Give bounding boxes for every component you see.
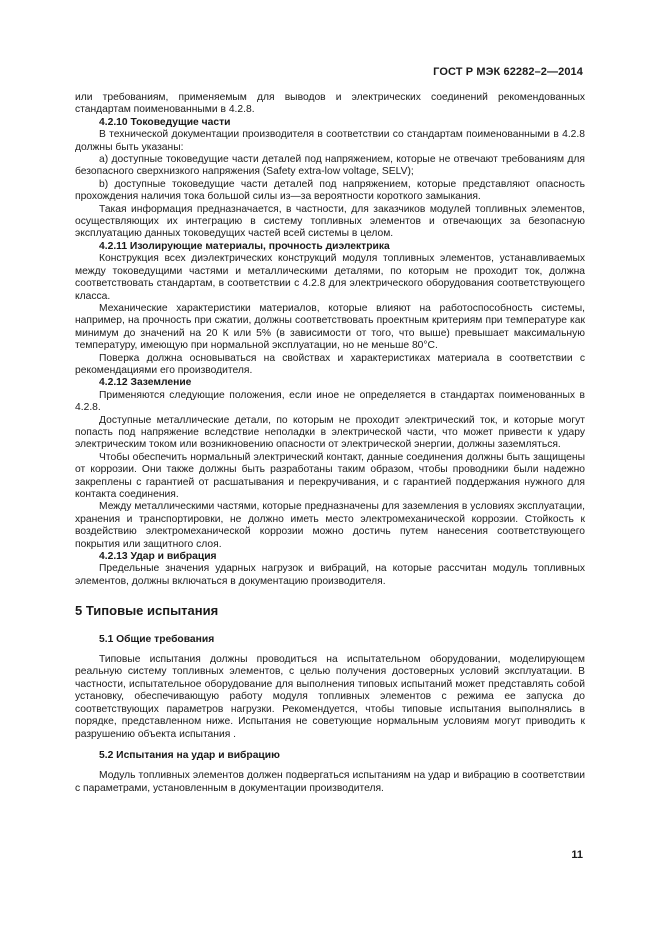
paragraph: а) доступные токоведущие части деталей под напряжением, которые не отвечают требованиям для безопасного сверхнизкого напряжения (Safety extra-low voltage, SELV);: [75, 154, 585, 178]
paragraph: Доступные металлические детали, по которым не проходит электрический ток, и которые могут попасть под напряжение вследствие неполадки в электрической части, что может привести к удару электрическим током или возникновению опасности от электрической энергии, должны заземляться.: [75, 414, 585, 451]
paragraph: Типовые испытания должны проводиться на испытательном оборудовании, моделирующем реальную систему топливных элементов, с целью получения достоверных условий эксплуатации. В частности, испытательное оборудование для выполнения типовых испытаний может представлять собой установку, обеспечивающую работу модуля топливных элементов с режима ее запуска до соответствующих параметров нагрузки. Рекомендуется, чтобы типовые испытания выполнялись в порядке, представленном ниже. Испытания не советующие нормальным условиям могут приводить к разрушению объекта испытания .: [75, 654, 585, 740]
paragraph: b) доступные токоведущие части деталей под напряжением, которые представляют опасность прохождения наличия тока большой силы из—за вероятности короткого замыкания.: [75, 178, 585, 203]
paragraph: Конструкция всех диэлектрических конструкций модуля топливных элементов, устанавливаемых между токоведущими частями и металлическими деталями, по которым не проходит ток, должна соответствовать стандартам, в соответствии с 4.2.8 для электрического оборудования соответствующего класса.: [75, 253, 585, 302]
subsection-heading: 5.1 Общие требования: [99, 633, 215, 645]
page-number: 11: [571, 849, 583, 861]
paragraph: Такая информация предназначается, в частности, для заказчиков модулей топливных элементов, осуществляющих их интеграцию в систему топливных элементов и отвечающих за безопасную эксплуатацию данных токоведущих частей всей системы в целом.: [75, 203, 585, 240]
paragraph: Механические характеристики материалов, которые влияют на работоспособность системы, например, на прочность при сжатии, должны соответствовать проектным критериям при температуре как минимум до значений на 20 К или 5% (в зависимости от того, что выше) превышает максимальную температуру, имеющую при нормальной эксплуатации, но не меньше 80°С.: [75, 302, 585, 352]
paragraph: Поверка должна основываться на свойствах и характеристиках материала в соответствии с рекомендациями его производителя.: [75, 352, 585, 376]
paragraph: В технической документации производителя в соответствии со стандартам поименованными в 4.2.8 должны быть указаны:: [75, 129, 585, 153]
paragraph: Чтобы обеспечить нормальный электрический контакт, данные соединения должны быть защищены от коррозии. Они также должны быть разработаны таким образом, чтобы проводники были надежно закреплены с гарантией от расшатывания и перекручивания, и с гарантией поддержания нужного для контакта соединения.: [75, 451, 585, 500]
clause-heading: 4.2.13 Удар и вибрация: [99, 551, 217, 563]
document-body: [75, 92, 585, 795]
paragraph: Между металлическими частями, которые предназначены для заземления в условиях эксплуатации, хранения и транспортировки, не должно иметь место электромеханической коррозии. Стойкость к воздействию электромеханической коррозии можно достичь путем нанесения соответствующего покрытия или защитного слоя.: [75, 501, 585, 550]
clause-heading: 4.2.10 Токоведущие части: [99, 116, 231, 128]
paragraph: Применяются следующие положения, если иное не определяется в стандартах поименованных в 4.2.8.: [75, 389, 585, 414]
section-heading: 5 Типовые испытания: [75, 603, 219, 619]
continuation-paragraph: или требованиям, применяемым для выводов и электрических соединений рекомендованных стандартам поименованными в 4.2.8.: [75, 92, 585, 116]
subsection-heading: 5.2 Испытания на удар и вибрацию: [99, 749, 280, 761]
document-code-header: ГОСТ Р МЭК 62282–2—2014: [433, 66, 583, 78]
paragraph: Модуль топливных элементов должен подвергаться испытаниям на удар и вибрацию в соответствии с параметрами, установленным в документации производителя.: [75, 770, 585, 794]
clause-heading: 4.2.11 Изолирующие материалы, прочность диэлектрика: [99, 240, 390, 252]
paragraph: Предельные значения ударных нагрузок и вибраций, на которые рассчитан модуль топливных элементов, должны включаться в документацию производителя.: [75, 563, 585, 587]
clause-heading: 4.2.12 Заземление: [99, 377, 192, 389]
